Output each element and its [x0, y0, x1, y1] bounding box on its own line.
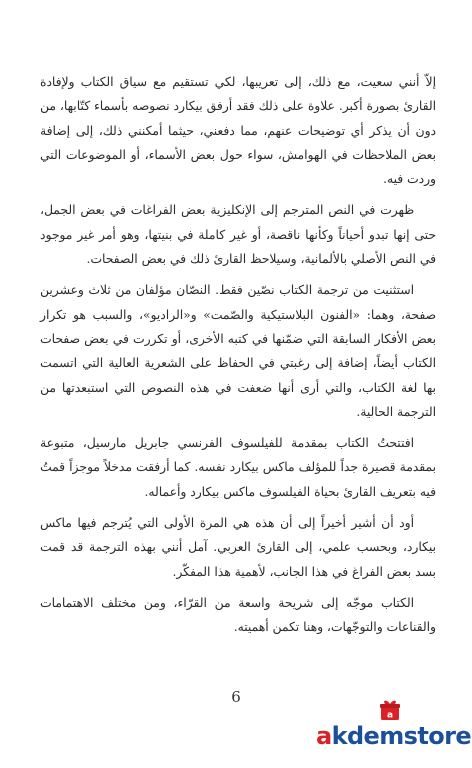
watermark-text-rest: kdemstore: [331, 722, 471, 750]
paragraph: إلاّ أنني سعيت، مع ذلك، إلى تعريبها، لكي تستقيم مع سياق الكتاب ولإفادة القارئ بصورة أكبر. علاوة على ذلك فقد أرفق بيكارد نصوصه بأسماء كتّابها، من دون أن يذكر أي توضيحات عنهم، مما دفعني، حيثما أمكنني ذلك، إلى إضافة بعض الملاحظات في الهوامش، سواء حول بعض الأسماء، أو الموضوعات التي وردت فيه.: [40, 75, 436, 187]
page-number: 6: [231, 688, 241, 706]
watermark-logo: [316, 698, 471, 756]
body-text: [40, 70, 436, 647]
watermark-text-a: a: [316, 722, 332, 750]
svg-text:a: a: [386, 710, 394, 721]
watermark-text: [316, 722, 471, 750]
paragraph: الكتاب موجّه إلى شريحة واسعة من القرّاء، ومن مختلف الاهتمامات والقناعات والتوجّهات، وهنا تكمن أهميته.: [40, 595, 436, 635]
paragraph: ظهرت في النص المترجم إلى الإنكليزية بعض الفراغات في بعض الجمل، حتى إنها تبدو أحياناً وكأنها ناقصة، أو غير كاملة في بنيتها، وهو أمر غير موجود في النص الأصلي بالألمانية، وسيلاحظ القارئ ذلك في بعض الصفحات.: [40, 203, 436, 267]
paragraph: استثنيت من ترجمة الكتاب نصّين فقط. النصّان مؤلفان من ثلاث وعشرين صفحة، وهما: «الفنون البلاستيكية والصّمت» و«الراديو»، والسبب هو تكرار بعض الأفكار السابقة التي ضمّنها في كتبه الأخرى، أو تكررت في بعض صفحات الكتاب أيضاً، إضافة إلى رغبتي في الحفاظ على الشعرية العالية التي اتسمت بها لغة الكتاب، والتي أرى أنها ضعفت في هذه النصوص التي استبعدتها من الترجمة الحالية.: [40, 283, 436, 419]
paragraph: أود أن أشير أخيراً إلى أن هذه هي المرة الأولى التي يُترجم فيها ماكس بيكارد، وبحسب علمي، إلى القارئ العربي. آمل أنني بهذه الترجمة قد قمت بسد بعض الفراغ في هذا الجانب، لأهمية هذا المفكّر.: [40, 516, 436, 579]
paragraph: افتتحتُ الكتاب بمقدمة للفيلسوف الفرنسي جابريل مارسيل، متبوعة بمقدمة قصيرة جداً للمؤلف ماكس بيكارد نفسه. كما أرفقت مدخلاً موجزاً قمتُ فيه بتعريف القارئ بحياة الفيلسوف ماكس بيكارد وأعماله.: [40, 436, 436, 499]
gift-box-icon: [378, 698, 402, 722]
